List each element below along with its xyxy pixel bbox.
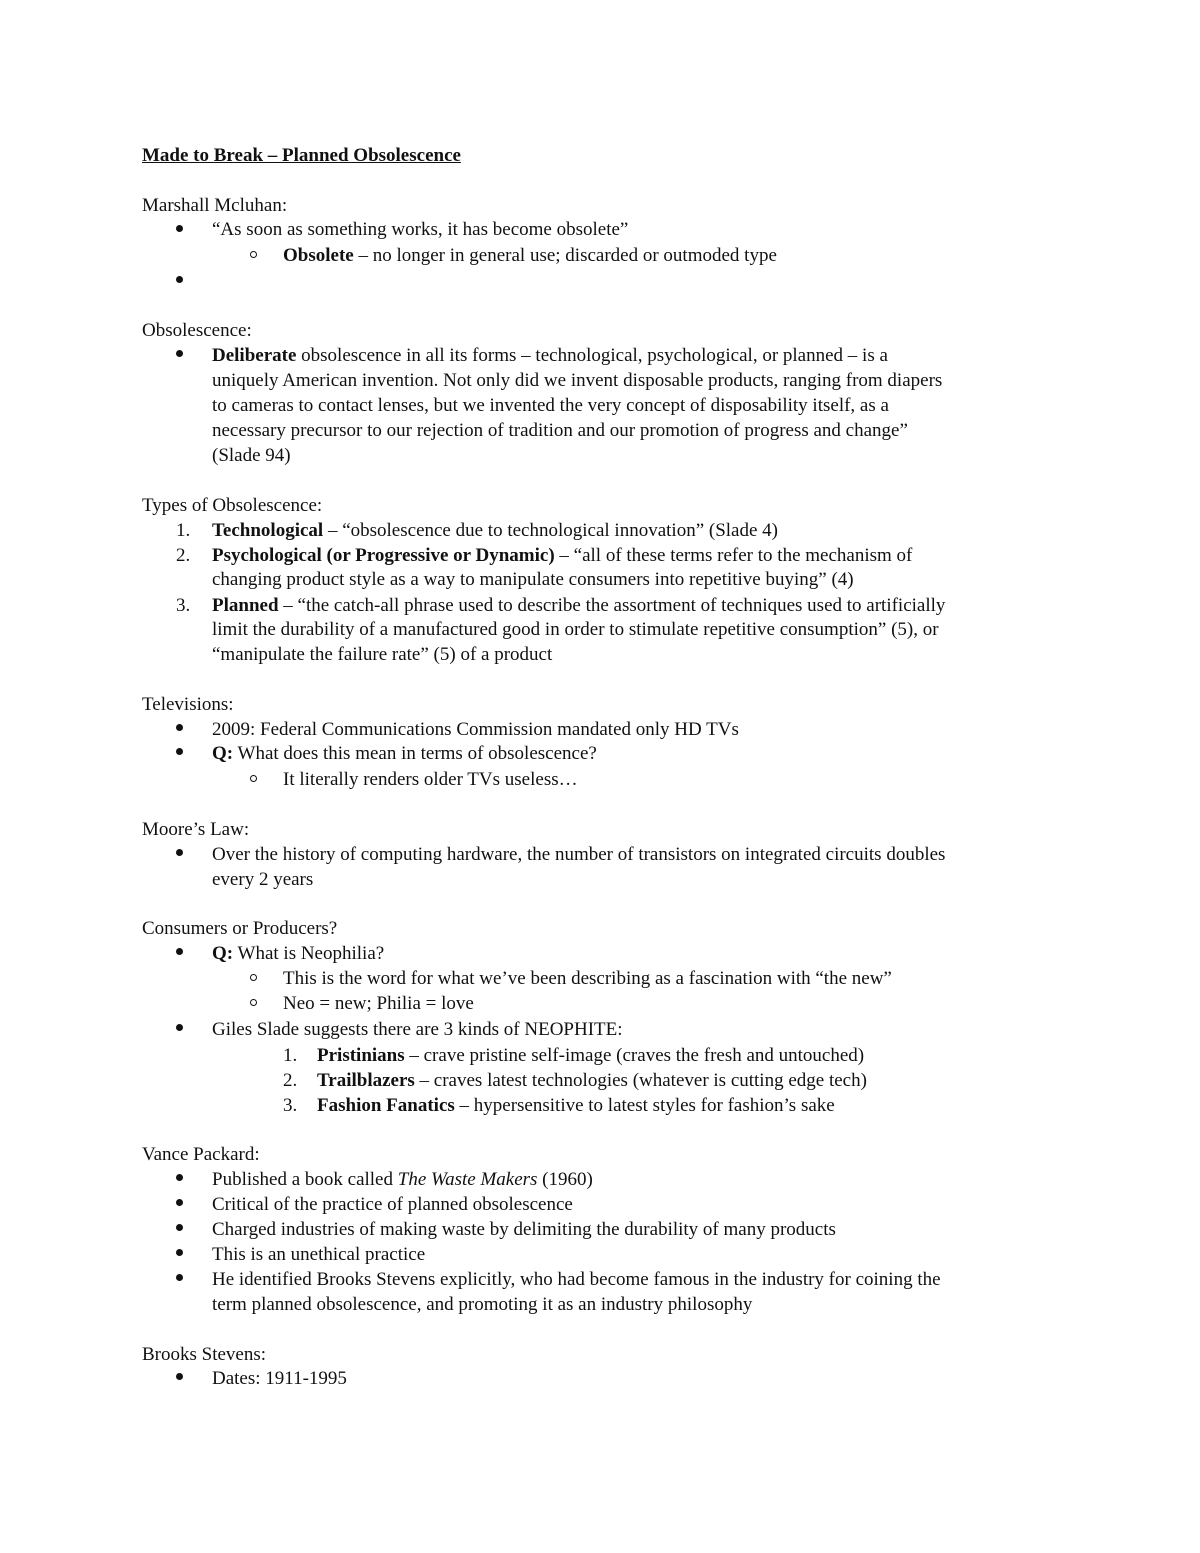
document-title: Made to Break – Planned Obsolescence xyxy=(142,145,461,166)
empty-bullet-icon xyxy=(176,276,183,283)
list-number: 1. xyxy=(176,520,191,541)
type-term: Technological xyxy=(212,520,324,541)
mcluhan-quote: “As soon as something works, it has become obsolete” xyxy=(212,219,629,240)
type-psychological xyxy=(212,543,912,568)
slade-neophite: Giles Slade suggests there are 3 kinds of NEOPHITE: xyxy=(212,1019,623,1040)
list-number: 1. xyxy=(283,1045,298,1066)
type-planned xyxy=(212,593,945,618)
packard-stevens-line-1: He identified Brooks Stevens explicitly, who had become famous in the industry for coining the xyxy=(212,1269,941,1290)
bullet-icon xyxy=(176,1274,183,1281)
bullet-icon xyxy=(176,1199,183,1206)
section-heading-moore: Moore’s Law: xyxy=(142,819,250,840)
sub-bullet-icon xyxy=(250,251,257,258)
type-text: – “obsolescence due to technological innovation” (Slade 4) xyxy=(323,520,778,541)
neophite-text: – hypersensitive to latest styles for fashion’s sake xyxy=(454,1095,835,1116)
type-planned-line-2: limit the durability of a manufactured good in order to stimulate repetitive consumption” (5), or xyxy=(212,619,939,640)
type-planned-line-3: “manipulate the failure rate” (5) of a product xyxy=(212,644,553,665)
packard-charged: Charged industries of making waste by delimiting the durability of many products xyxy=(212,1219,836,1240)
neophite-fashion-fanatics xyxy=(317,1093,835,1118)
deliberate-term: Deliberate xyxy=(212,345,297,366)
tv-question xyxy=(212,741,597,766)
type-psychological-line-2: changing product style as a way to manipulate consumers into repetitive buying” (4) xyxy=(212,569,854,590)
neophite-term: Pristinians xyxy=(317,1045,405,1066)
bullet-icon xyxy=(176,1373,183,1380)
type-term: Psychological (or Progressive or Dynamic) xyxy=(212,545,555,566)
deliberate-line-3: to cameras to contact lenses, but we invented the very concept of disposability itself, as a xyxy=(212,395,889,416)
deliberate-line-2: uniquely American invention. Not only did we invent disposable products, ranging from diapers xyxy=(212,370,943,391)
neophite-trailblazers xyxy=(317,1068,867,1093)
moore-line-2: every 2 years xyxy=(212,869,314,890)
type-technological xyxy=(212,518,778,543)
bullet-icon xyxy=(176,948,183,955)
question-text: What does this mean in terms of obsolescence? xyxy=(233,743,597,764)
sub-bullet-icon xyxy=(250,999,257,1006)
packard-book xyxy=(212,1167,593,1192)
question-label: Q: xyxy=(212,743,234,764)
neophite-term: Fashion Fanatics xyxy=(317,1095,455,1116)
book-pre: Published a book called xyxy=(212,1169,398,1190)
sub-bullet-icon xyxy=(250,775,257,782)
neophilia-answer: This is the word for what we’ve been describing as a fascination with “the new” xyxy=(283,968,892,989)
obsolete-term: Obsolete xyxy=(283,245,354,266)
neophite-text: – crave pristine self-image (craves the fresh and untouched) xyxy=(404,1045,865,1066)
deliberate-text: obsolescence in all its forms – technological, psychological, or planned – is a xyxy=(296,345,888,366)
type-term: Planned xyxy=(212,595,279,616)
type-text: – “the catch-all phrase used to describe the assortment of techniques used to artificially xyxy=(278,595,946,616)
packard-stevens-line-2: term planned obsolescence, and promoting it as an industry philosophy xyxy=(212,1294,753,1315)
list-number: 2. xyxy=(283,1070,298,1091)
section-heading-mcluhan: Marshall Mcluhan: xyxy=(142,195,288,216)
section-heading-televisions: Televisions: xyxy=(142,694,234,715)
section-heading-types: Types of Obsolescence: xyxy=(142,495,323,516)
bullet-icon xyxy=(176,1174,183,1181)
neophite-term: Trailblazers xyxy=(317,1070,415,1091)
stevens-dates: Dates: 1911-1995 xyxy=(212,1368,347,1389)
deliberate-line-5: (Slade 94) xyxy=(212,445,291,466)
list-number: 3. xyxy=(176,595,191,616)
question-label: Q: xyxy=(212,943,234,964)
type-text: – “all of these terms refer to the mechanism of xyxy=(554,545,913,566)
bullet-icon xyxy=(176,1024,183,1031)
sub-bullet-icon xyxy=(250,974,257,981)
deliberate-line-4: necessary precursor to our rejection of tradition and our promotion of progress and change” xyxy=(212,420,908,441)
bullet-icon xyxy=(176,724,183,731)
bullet-icon xyxy=(176,225,183,232)
book-title: The Waste Makers xyxy=(397,1169,538,1190)
section-heading-consumers: Consumers or Producers? xyxy=(142,918,338,939)
tv-answer: It literally renders older TVs useless… xyxy=(283,769,578,790)
packard-critical: Critical of the practice of planned obsolescence xyxy=(212,1194,573,1215)
section-heading-obsolescence: Obsolescence: xyxy=(142,320,252,341)
section-heading-packard: Vance Packard: xyxy=(142,1144,260,1165)
bullet-icon xyxy=(176,350,183,357)
obsolete-definition xyxy=(283,243,777,268)
list-number: 3. xyxy=(283,1095,298,1116)
bullet-icon xyxy=(176,849,183,856)
bullet-icon xyxy=(176,748,183,755)
obsolete-def-text: – no longer in general use; discarded or outmoded type xyxy=(353,245,777,266)
tv-item-2009: 2009: Federal Communications Commission mandated only HD TVs xyxy=(212,719,739,740)
moore-line-1: Over the history of computing hardware, the number of transistors on integrated circuits doubles xyxy=(212,844,946,865)
bullet-icon xyxy=(176,1224,183,1231)
neophilia-question xyxy=(212,941,384,966)
deliberate-line-1 xyxy=(212,343,888,368)
question-text: What is Neophilia? xyxy=(233,943,385,964)
packard-unethical: This is an unethical practice xyxy=(212,1244,426,1265)
book-year: (1960) xyxy=(537,1169,593,1190)
bullet-icon xyxy=(176,1249,183,1256)
list-number: 2. xyxy=(176,545,191,566)
neophite-pristinians xyxy=(317,1043,864,1068)
section-heading-stevens: Brooks Stevens: xyxy=(142,1344,267,1365)
neophilia-etymology: Neo = new; Philia = love xyxy=(283,993,474,1014)
neophite-text: – craves latest technologies (whatever is cutting edge tech) xyxy=(414,1070,867,1091)
